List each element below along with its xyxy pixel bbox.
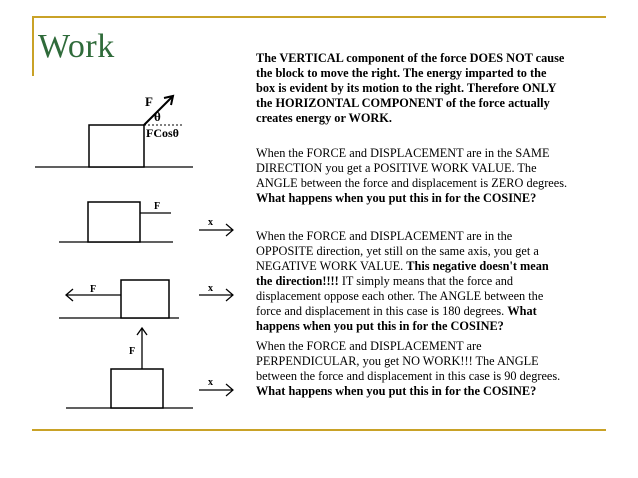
diagram-perpendicular	[66, 328, 233, 408]
intro-paragraph: The VERTICAL component of the force DOES NOT cause the block to move the right. The energy imparted to the box is evident by its motion to the right. Therefore ONLY the HORIZONTAL COMPONENT of the force actually creates energy or WORK.	[256, 51, 565, 125]
perpendicular-question: What happens when you put this in for the COSINE?	[256, 384, 537, 398]
opposite-text-2: IT simply means that the force and displacement oppose each other. The ANGLE between the force and displacement in this case is 180 degrees.	[256, 274, 544, 318]
slide-title: Work	[38, 28, 115, 65]
same-direction-question: What happens when you put this in for the COSINE?	[256, 191, 537, 205]
diagram-angled-force	[35, 94, 193, 167]
left-accent-line	[32, 16, 34, 76]
force-label-f2: F	[154, 201, 161, 212]
top-rule	[32, 16, 606, 18]
diagram-opposite-direction	[59, 280, 233, 318]
opposite-bold-1: This negative doesn't mean the direction!!!!	[256, 259, 549, 288]
bottom-rule	[32, 429, 606, 431]
displacement-label-x2: x	[208, 217, 213, 228]
force-label-f4: F	[129, 346, 136, 357]
perpendicular-text: When the FORCE and DISPLACEMENT are PERPENDICULAR, you get NO WORK!!! The ANGLE between the force and displacement in this case is 90 degrees.	[256, 339, 561, 383]
same-direction-paragraph	[256, 146, 568, 206]
theta-label: θ	[154, 109, 161, 124]
force-label-f3: F	[90, 284, 97, 295]
displacement-label-x4: x	[208, 377, 213, 388]
work-diagrams	[33, 70, 245, 420]
same-direction-text: When the FORCE and DISPLACEMENT are in the SAME DIRECTION you get a POSITIVE WORK VALUE. The ANGLE between the force and displacement is ZERO degrees.	[256, 146, 568, 190]
opposite-direction-paragraph	[256, 229, 568, 334]
perpendicular-paragraph	[256, 339, 568, 399]
force-label-f: F	[145, 94, 153, 109]
opposite-question: What happens when you put this in for the COSINE?	[256, 304, 537, 333]
diagram-same-direction	[59, 201, 233, 242]
fcos-label: FCosθ	[146, 126, 179, 140]
opposite-text-1: When the FORCE and DISPLACEMENT are in the OPPOSITE direction, yet still on the same axis, you get a NEGATIVE WORK VALUE.	[256, 229, 539, 273]
displacement-label-x3: x	[208, 283, 213, 294]
